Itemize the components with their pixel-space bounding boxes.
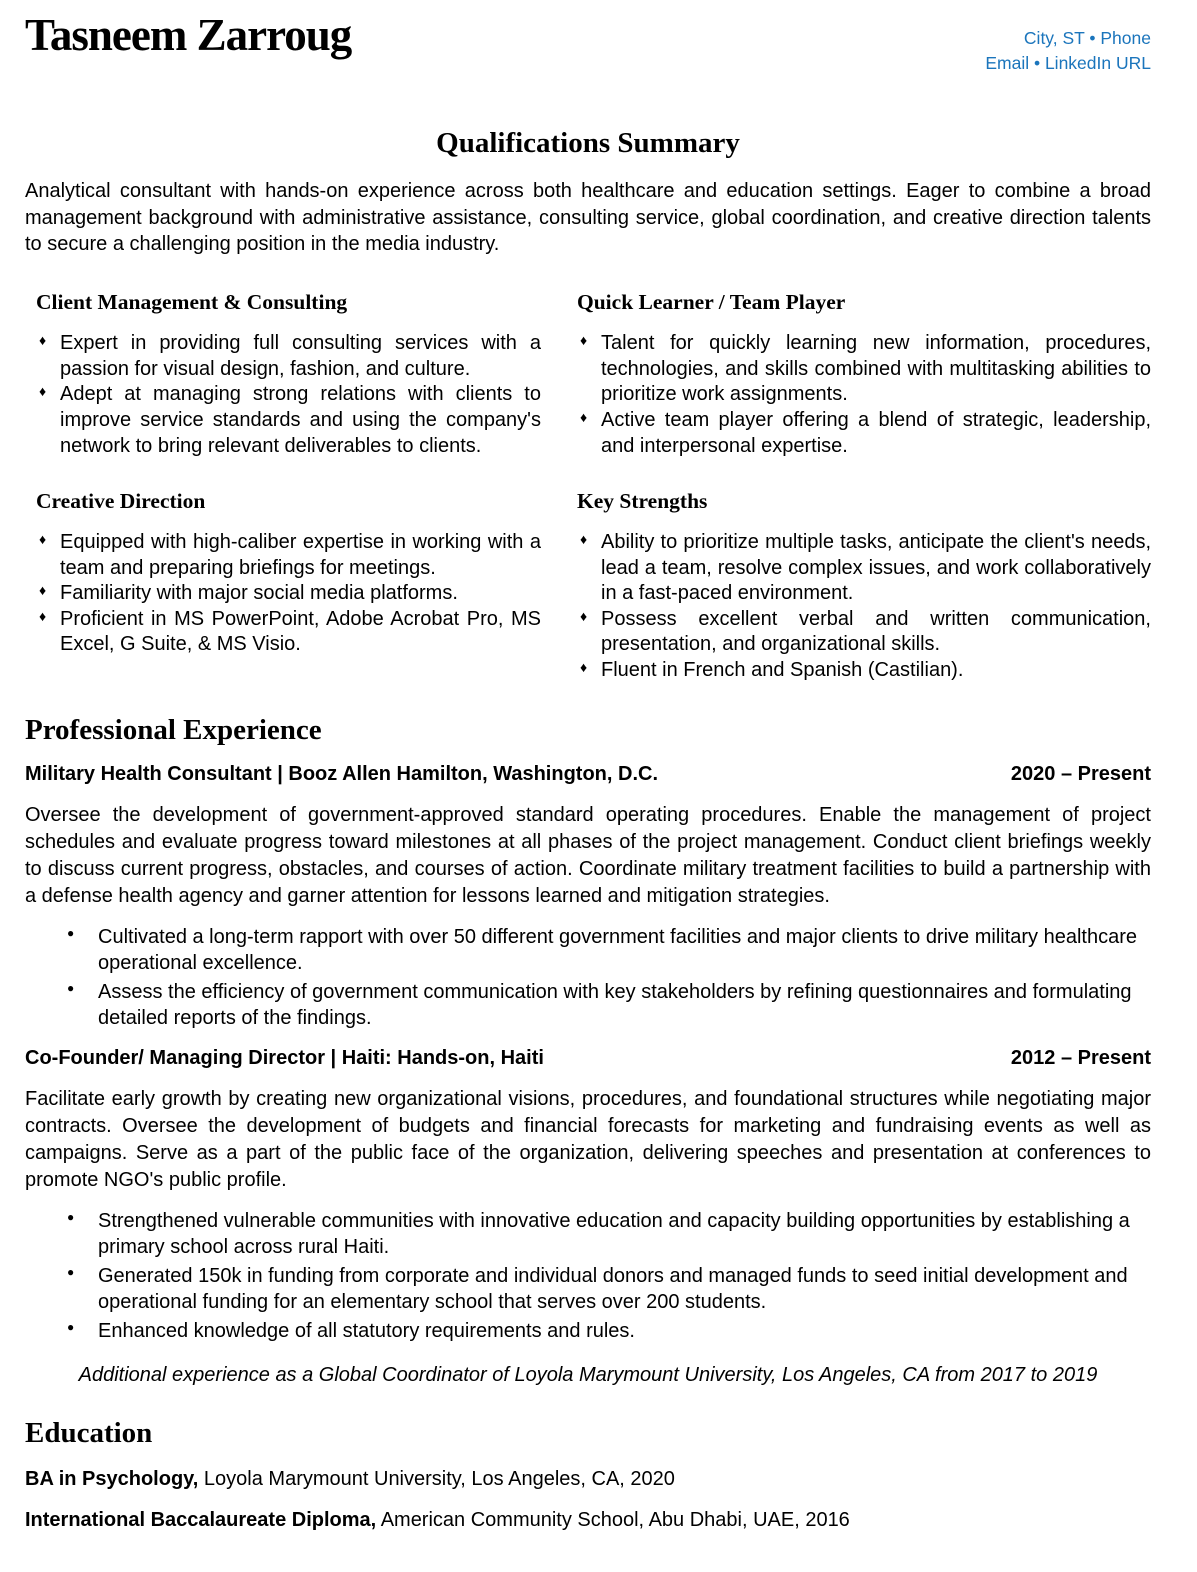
education-entry-ba-psychology [25,1468,1151,1491]
skill-list-quick-learner [577,331,1151,459]
job-entry-military-health-consultant [25,763,1151,1031]
list-item: ♦ Expert in providing full consulting services with a passion for visual design, fashion, and culture. [36,331,541,382]
job-bullet-list [65,1208,1151,1344]
job-description: Facilitate early growth by creating new organizational visions, procedures, and foundational structures while negotiating major contracts. Oversee the development of budgets and financial forecasts for marketing and fundraising events as well as campaigns. Serve as a part of the public face of the organization, delivering speeches and presentation at conferences to promote NGO's public profile. [25,1087,1151,1191]
list-item: ● Assess the efficiency of government communication with key stakeholders by refining questionnaires and formulating detailed reports of the findings. [65,979,1151,1031]
list-item: ● Cultivated a long-term rapport with over 50 different government facilities and major clients to drive military healthcare operational excellence. [65,924,1151,976]
job-dates: 2012 – Present [1010,1046,1151,1069]
skill-list-key-strengths [577,530,1151,684]
list-item: ♦ Fluent in French and Spanish (Castilian). [577,658,1151,684]
job-header [25,1047,1151,1070]
contact-location-phone-link[interactable]: City, ST • Phone [1023,28,1151,48]
skill-group-client-management [36,290,541,459]
education-entry-ib-diploma [25,1509,1151,1532]
skill-list-client-management [36,331,541,459]
qualifications-summary-title: Qualifications Summary [436,126,740,159]
professional-experience-title: Professional Experience [25,713,322,746]
skill-group-quick-learner [577,290,1151,459]
additional-experience-note: Additional experience as a Global Coordinator of Loyola Marymount University, Los Angeles, CA from 2017 to 2019 [78,1363,1098,1386]
list-item: ♦ Possess excellent verbal and written communication, presentation, and organizational skills. [577,607,1151,658]
skills-column-right [577,290,1151,684]
skills-columns [25,290,1151,684]
job-bullet-list [65,924,1151,1031]
skill-heading-quick-learner: Quick Learner / Team Player [577,290,846,315]
skill-heading-client-management: Client Management & Consulting [36,290,348,315]
list-item: ♦ Ability to prioritize multiple tasks, anticipate the client's needs, lead a team, resolve complex issues, and work collaboratively in a fast-paced environment. [577,530,1151,607]
list-item: ♦ Equipped with high-caliber expertise in working with a team and preparing briefings for meetings. [36,530,541,581]
resume-header [25,12,1151,77]
skill-group-key-strengths [577,489,1151,684]
skills-column-left [36,290,541,684]
candidate-name: Tasneem Zarroug [25,10,352,60]
job-description: Oversee the development of government-approved standard operating procedures. Enable the management of project schedules and evaluate progress toward milestones at all phases of the project management. Conduct client briefings weekly to discuss current progress, obstacles, and courses of action. Coordinate military treatment facilities to build a partnership with a defense health agency and garner attention for lessons learned and mitigation strategies. [25,803,1151,907]
education-degree: BA in Psychology, [25,1467,199,1490]
education-title: Education [25,1416,153,1449]
job-title: Military Health Consultant | Booz Allen Hamilton, Washington, D.C. [25,762,659,785]
contact-info [985,12,1151,77]
job-dates: 2020 – Present [1010,762,1151,785]
qualifications-summary-paragraph: Analytical consultant with hands-on experience across both healthcare and education settings. Eager to combine a broad management background with administrative assistance, consulting service, global coordination, and creative direction talents to secure a challenging position in the media industry. [25,179,1151,256]
contact-email-linkedin-link[interactable]: Email • LinkedIn URL [985,53,1151,74]
list-item: ♦ Proficient in MS PowerPoint, Adobe Acrobat Pro, MS Excel, G Suite, & MS Visio. [36,607,541,658]
list-item: ♦ Adept at managing strong relations with clients to improve service standards and using the company's network to bring relevant deliverables to clients. [36,382,541,459]
education-details: Loyola Marymount University, Los Angeles, CA, 2020 [198,1467,675,1490]
job-entry-co-founder [25,1047,1151,1344]
job-title: Co-Founder/ Managing Director | Haiti: Hands-on, Haiti [25,1046,544,1069]
education-degree: International Baccalaureate Diploma, [25,1508,377,1531]
skill-list-creative-direction [36,530,541,658]
skill-heading-creative-direction: Creative Direction [36,489,206,514]
skill-group-creative-direction [36,489,541,658]
list-item: ● Generated 150k in funding from corporate and individual donors and managed funds to seed initial development and operational funding for an elementary school that serves over 200 students. [65,1263,1151,1315]
list-item: ● Strengthened vulnerable communities with innovative education and capacity building opportunities by establishing a primary school across rural Haiti. [65,1208,1151,1260]
education-details: American Community School, Abu Dhabi, UAE, 2016 [376,1508,850,1531]
list-item: ♦ Active team player offering a blend of strategic, leadership, and interpersonal expertise. [577,408,1151,459]
list-item: ● Enhanced knowledge of all statutory requirements and rules. [65,1318,1151,1344]
skill-heading-key-strengths: Key Strengths [577,489,708,514]
list-item: ♦ Familiarity with major social media platforms. [36,581,541,607]
job-header [25,763,1151,786]
list-item: ♦ Talent for quickly learning new information, procedures, technologies, and skills combined with multitasking abilities to prioritize work assignments. [577,331,1151,408]
